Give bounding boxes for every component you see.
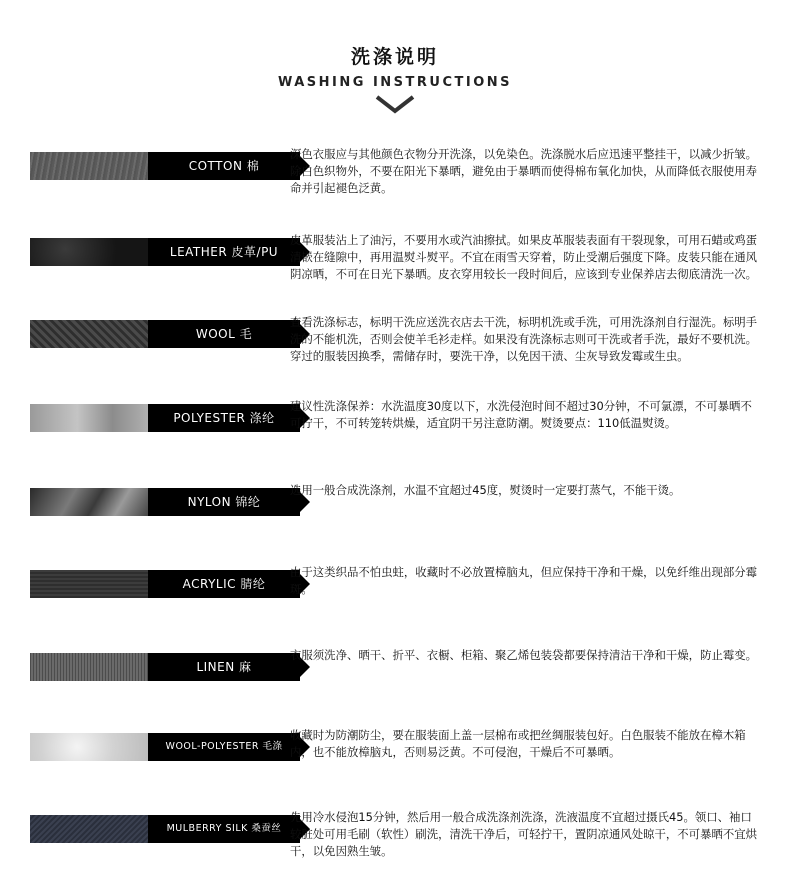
wool-swatch: [30, 320, 148, 348]
fabric-label: LINEN 麻: [148, 653, 300, 681]
fabric-label: COTTON 棉: [148, 152, 300, 180]
fabric-label: ACRYLIC 腈纶: [148, 570, 300, 598]
fabric-label: LEATHER 皮革/PU: [148, 238, 300, 266]
mulberry-silk-swatch: [30, 815, 148, 843]
fabric-label: MULBERRY SILK 桑蚕丝: [148, 815, 300, 843]
fabric-description: 先用冷水侵泡15分钟，然后用一般合成洗涤剂洗涤，洗液温度不宜超过摄氏45。领口、袖口较脏处可用毛刷（软性）刷洗，清洗干净后，可轻拧干，置阴凉通风处晾干，不可暴晒不宜烘干，以免因熟生皱。: [290, 810, 758, 858]
wool-polyester-swatch: [30, 733, 148, 761]
nylon-swatch: [30, 488, 148, 516]
fabric-label: POLYESTER 涤纶: [148, 404, 300, 432]
chevron-down-icon: [375, 95, 415, 115]
fabric-label: WOOL 毛: [148, 320, 300, 348]
fabric-description: 深色衣服应与其他颜色衣物分开洗涤，以免染色。洗涤脱水后应迅速平整挂干，以减少折皱。除白色织物外，不要在阳光下暴晒，避免由于暴晒而使得棉布氧化加快，从而降低衣服使用寿命并引起褪色泛黄。: [290, 147, 758, 195]
fabric-description: 收藏时为防潮防尘，要在服装面上盖一层棉布或把丝绸服装包好。白色服装不能放在樟木箱内，也不能放樟脑丸，否则易泛黄。不可侵泡，干燥后不可暴晒。: [290, 728, 746, 759]
cotton-swatch: [30, 152, 148, 180]
linen-swatch: [30, 653, 148, 681]
acrylic-swatch: [30, 570, 148, 598]
fabric-label: WOOL-POLYESTER 毛涤: [148, 733, 300, 761]
fabric-description: 查看洗涤标志，标明干洗应送洗衣店去干洗，标明机洗或手洗，可用洗涤剂自行湿洗。标明手洗的不能机洗，否则会使羊毛衫走样。如果没有洗涤标志则可干洗或者手洗，最好不要机洗。穿过的服装因换季，需储存时，要洗干净，以免因干渍、尘灰导致发霉或生虫。: [290, 315, 758, 363]
page-title-cn: 洗涤说明: [350, 46, 439, 68]
page-title-en: WASHING INSTRUCTIONS: [277, 75, 513, 90]
fabric-description: 选用一般合成洗涤剂，水温不宜超过45度，熨烫时一定要打蒸气，不能干烫。: [290, 483, 681, 497]
fabric-description: 由于这类织品不怕虫蛀，收藏时不必放置樟脑丸，但应保持干净和干燥，以免纤维出现部分霉斑。: [290, 565, 758, 596]
leather-swatch: [30, 238, 148, 266]
polyester-swatch: [30, 404, 148, 432]
fabric-description: 皮革服装沾上了油污，不要用水或汽油擦拭。如果皮革服装表面有干裂现象，可用石蜡或鸡蛋清嵌在缝隙中，再用温熨斗熨平。不宜在雨雪天穿着，防止受潮后强度下降。皮装只能在通风阴凉晒，不可在日光下暴晒。皮衣穿用较长一段时间后，应该到专业保养店去彻底清洗一次。: [290, 233, 758, 281]
fabric-description: 衣服须洗净、晒干、折平、衣橱、柜箱、聚乙烯包装袋都要保持清洁干净和干燥，防止霉变。: [290, 648, 758, 662]
fabric-description: 建议性洗涤保养：水洗温度30度以下，水洗侵泡时间不超过30分钟，不可氯漂，不可暴晒不可拧干，不可转笼转烘燥，适宜阴干另注意防潮。熨烫要点：110低温熨烫。: [290, 399, 752, 430]
fabric-label: NYLON 锦纶: [148, 488, 300, 516]
